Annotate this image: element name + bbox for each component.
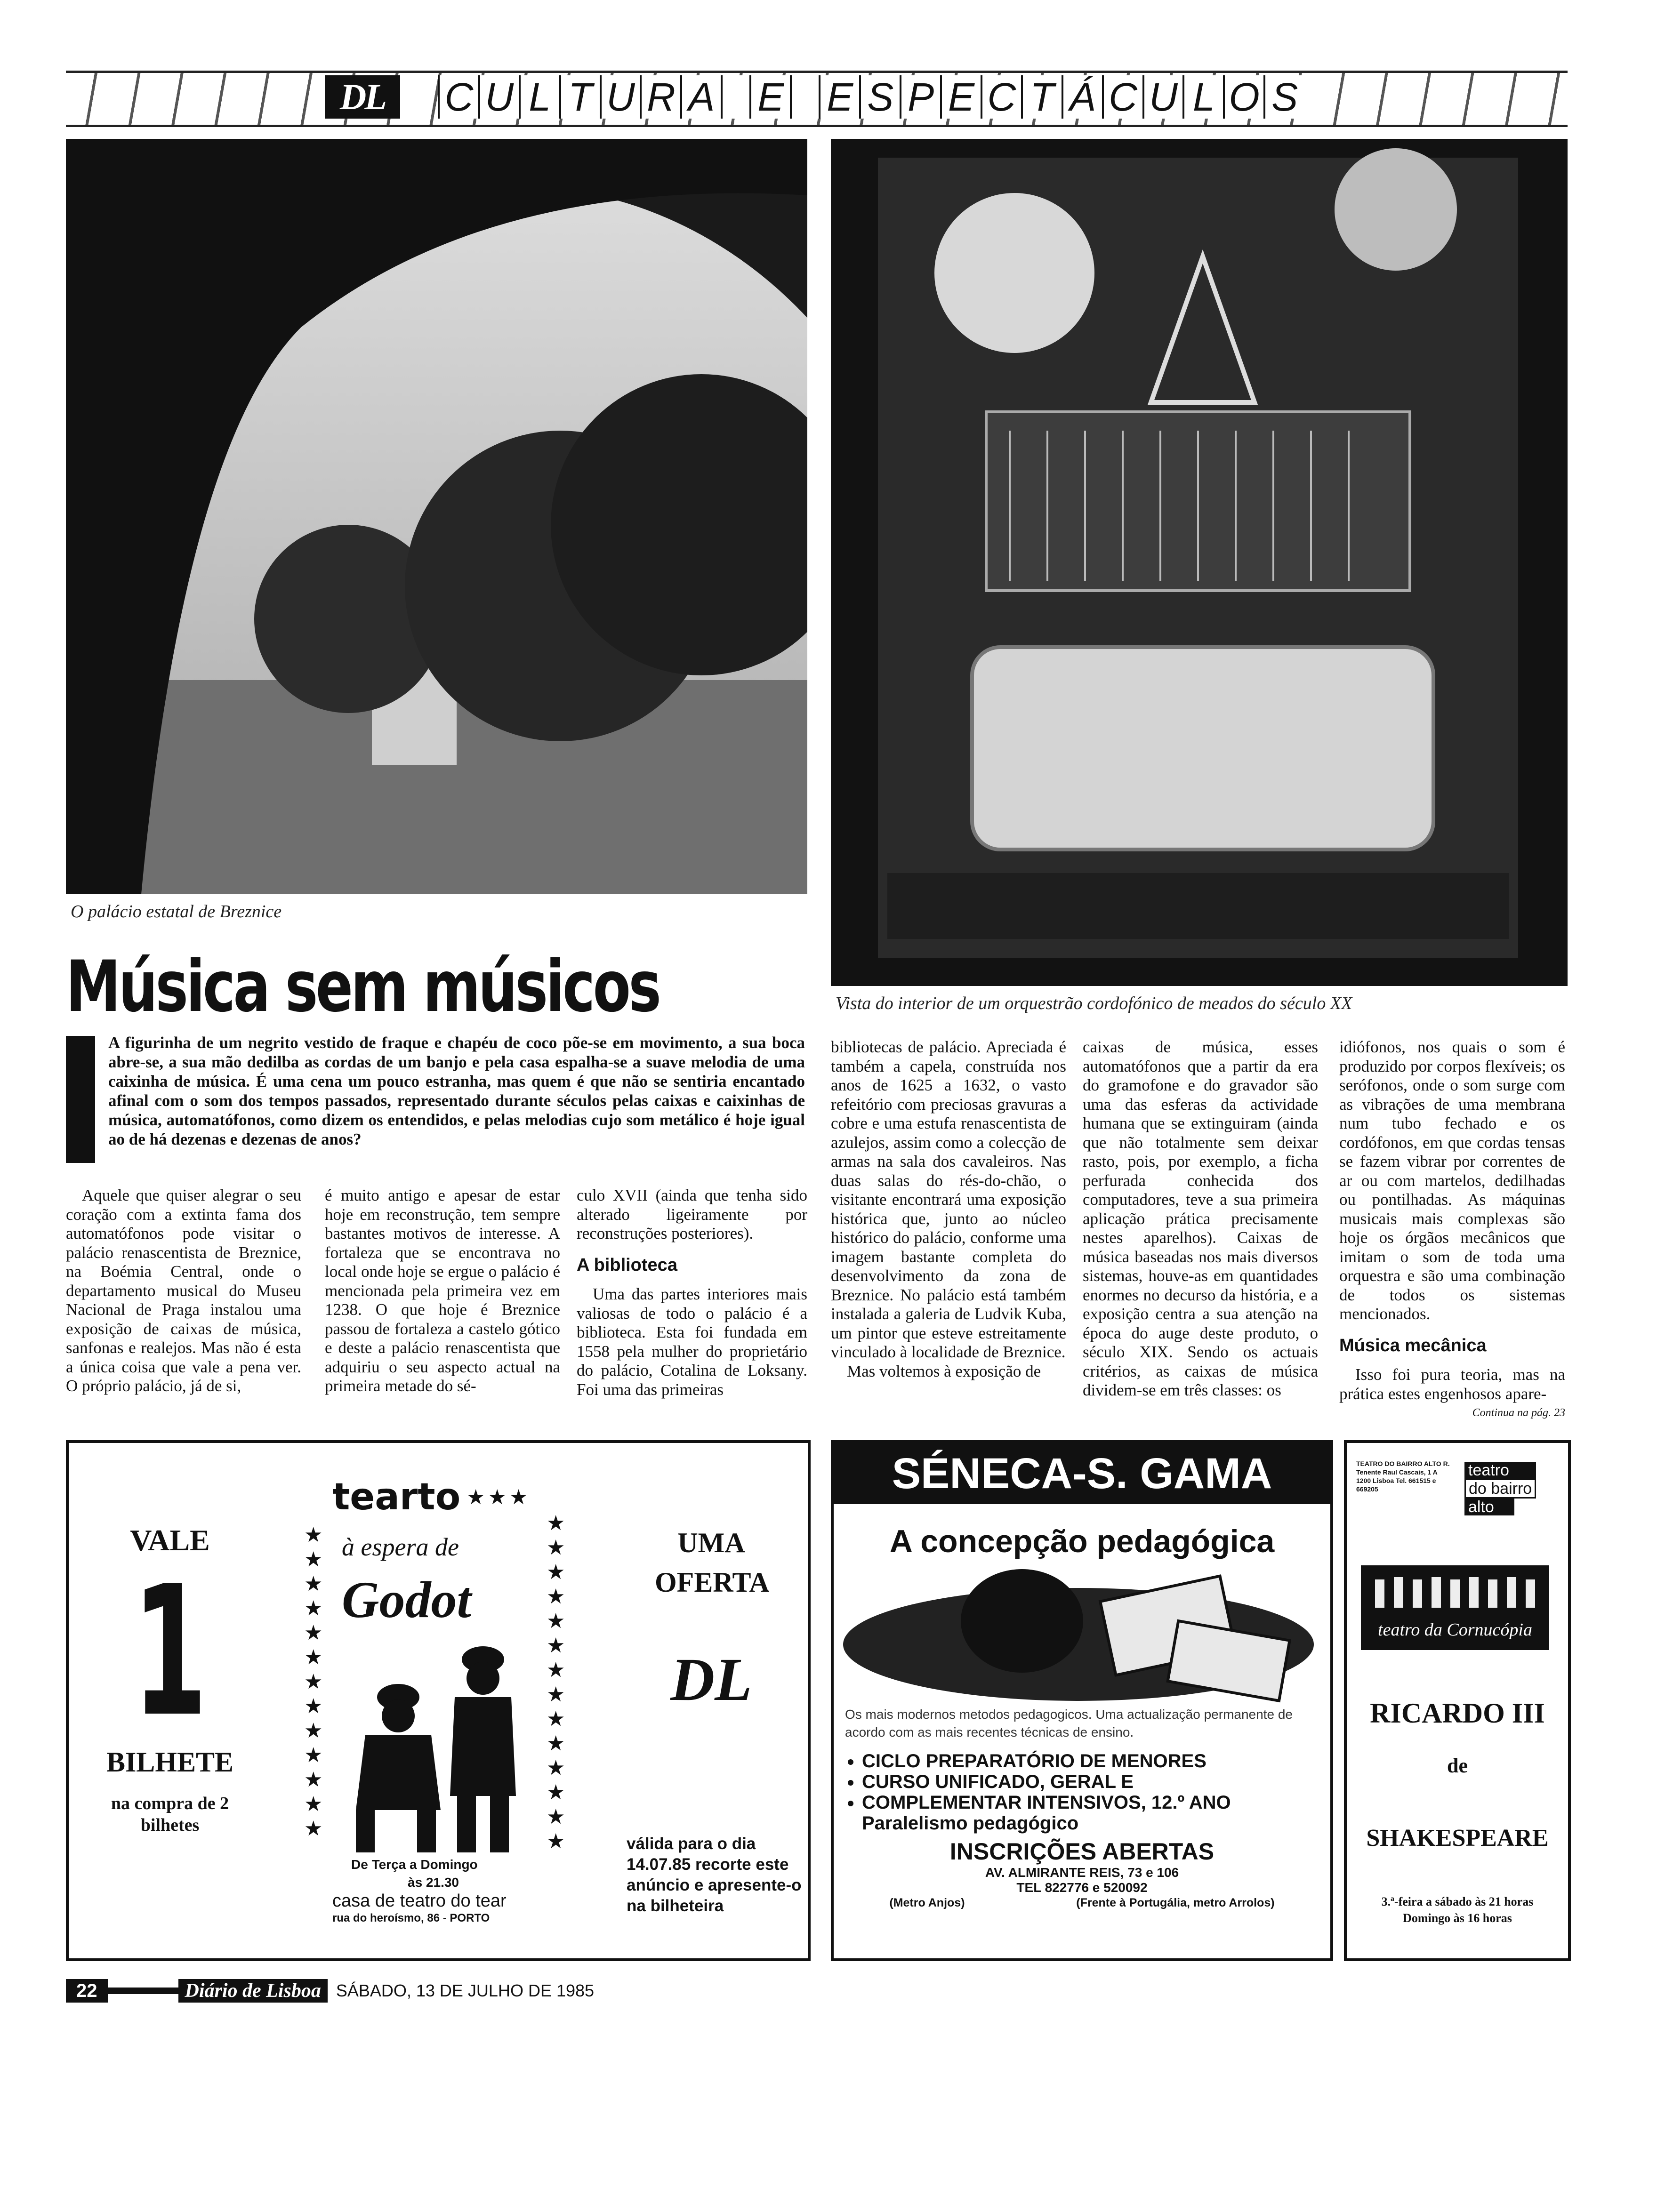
ad-teatro-tear	[66, 1440, 811, 1961]
ad-bairro-small: TEATRO DO BAIRRO ALTO R. Tenente Raul Cascais, 1 A 1200 Lisboa Tel. 661515 e 669205	[1356, 1460, 1450, 1493]
ad-seneca-metro-1: (Metro Anjos)	[889, 1896, 965, 1909]
page-footer	[66, 1979, 594, 2003]
footer-paper-name: Diário de Lisboa	[178, 1979, 328, 2003]
drop-cap	[66, 1036, 95, 1163]
page-number: 22	[66, 1979, 108, 2003]
ad-bilhete: BILHETE	[106, 1747, 234, 1778]
section-title-letter: T	[559, 75, 600, 119]
column-2-text: é muito antigo e apesar de estar hoje em reconstrução, tem sempre bastantes motivos de interesse. A fortaleza que se encontrava no local onde hoje se ergue o palácio é mencionada pela primeira vez em 1238. O que hoje é Breznice passou de fortaleza a castelo gótico e deste a palácio renascentista que adquiriu o seu aspecto actual na primeira metade do sé-	[325, 1186, 560, 1395]
section-title-letter: L	[519, 75, 559, 119]
ad-schedule: De Terça a Domingo	[351, 1857, 478, 1872]
section-title-letter: E	[819, 75, 859, 119]
ad-seneca-subtitle: A concepção pedagógica	[889, 1523, 1275, 1559]
ad-bairro-logo-1: teatro	[1464, 1462, 1536, 1479]
godot-illustration	[346, 1641, 535, 1857]
ad-valid: válida para o dia 14.07.85 recorte este anúncio e apresente-o na bilheteira	[627, 1835, 802, 1915]
column-4-text-2: Mas voltemos à exposição de	[847, 1362, 1041, 1380]
ad-bairro-logo-3: alto	[1464, 1499, 1514, 1515]
column-4-text: bibliotecas de palácio. Apreciada é também a capela, construída nos anos de 1625 a 1632, o vasto refeitório com preciosas gravuras a cobre e uma estufa renascentista de azulejos, assim como a colecção de armas na sala dos cavaleiros. Nas duas salas do rés-do-chão, o visitante encontrará uma exposição histórica que, junto ao núcleo histórico do palácio, conforme uma imagem bastante completa do desenvolvimento da zona de Breznice. No palácio está também instalada a galeria de Ludvik Kuba, um pintor que esteve estreitamente vinculado à localidade de Breznice.	[831, 1038, 1066, 1361]
continued-note: Continua na pág. 23	[1472, 1407, 1565, 1419]
ad-time: às 21.30	[408, 1875, 459, 1890]
section-title-letter: L	[1182, 75, 1223, 119]
ad-tearto: tearto	[332, 1476, 461, 1518]
ad-seneca-metro	[834, 1896, 1330, 1910]
ad-seneca-list	[862, 1751, 1330, 1813]
orchestrion-photo-image	[831, 139, 1568, 986]
article-column-6	[1339, 1038, 1565, 1423]
ad-seneca-title: SÉNECA-S. GAMA	[834, 1443, 1330, 1504]
column-5-text: caixas de música, esses automatófonos que a partir da era do gramofone e do gravador são uma das esferas da actividade humana que se extinguiram (ainda que não totalmente sem deixar rasto, pois, por exemplo, a ficha perfurada conhecida dos computadores, teve a sua primeira aplicação prática precisamente nestes aparelhos). Caixas de música baseadas nos mais diversos sistemas, houve-as em quantidades enormes no decurso da história, e a exposição centra a sua atenção na época do auge deste produto, o século XIX. Sendo os actuais critérios, as caixas de música dividem-se em três classes: os	[1083, 1038, 1318, 1399]
section-title-letter: U	[600, 75, 640, 119]
article-column-4	[831, 1038, 1066, 1381]
section-title-letter: E	[940, 75, 981, 119]
section-title-letter: S	[1263, 75, 1304, 119]
section-title-letter: C	[981, 75, 1021, 119]
ad-bairro-logo-2: do bairro	[1464, 1479, 1536, 1499]
ad-bairro-logo	[1464, 1462, 1536, 1515]
palace-caption: O palácio estatal de Breznice	[71, 902, 282, 922]
ad-stars-left: ★ ★ ★ ★ ★ ★ ★ ★ ★ ★ ★ ★ ★	[304, 1523, 323, 1840]
ad-bairro-play: RICARDO III	[1370, 1698, 1545, 1729]
lead-text: A figurinha de um negrito vestido de fraque e chapéu de coco põe-se em movimento, a sua boca abre-se, a sua mão dedilba as cordas de um banjo e pela casa espalha-se a suave melodia de uma caixinha de música. É uma cena um pouco estranha, mas quem é que não se sentiria encantado afinal com o som dos tempos passados, representado durante séculos pelas caixas e caixinhas de música, automatófonos, como dizem os entendidos, e pelas melodias cujo som metálico é hoje igual ao de há dezenas e dezenas de anos?	[108, 1034, 805, 1148]
ad-compra: na compra de 2 bilhetes	[111, 1794, 229, 1835]
ad-bairro-schedule-1: 3.ª-feira a sábado às 21 horas	[1381, 1895, 1534, 1908]
ad-bairro-author: SHAKESPEARE	[1366, 1825, 1549, 1851]
dl-logo: DL	[325, 75, 400, 119]
section-title-letter: Á	[1062, 75, 1102, 119]
palace-photo-image	[66, 139, 807, 894]
ad-stars-top: ★★★	[467, 1486, 531, 1509]
section-title-letter	[721, 75, 749, 119]
ad-bairro-schedule-2: Domingo às 16 horas	[1403, 1911, 1512, 1925]
article-column-5	[1083, 1038, 1318, 1400]
ad-teatro-bairro-alto	[1344, 1440, 1571, 1961]
ad-bairro-company: teatro da Cornucópia	[1378, 1620, 1532, 1640]
subheading-musica-mecanica: Música mecânica	[1339, 1335, 1487, 1355]
ad-number: 1	[132, 1547, 208, 1756]
palace-photo	[66, 139, 807, 894]
column-3-text: culo XVII (ainda que tenha sido alterado ligeiramente por reconstruções posteriores).	[577, 1186, 807, 1242]
ad-seneca-item: • CICLO PREPARATÓRIO DE MENORES	[862, 1751, 1330, 1771]
ad-seneca-item: • COMPLEMENTAR INTENSIVOS, 12.º ANO	[862, 1792, 1330, 1813]
column-6-text: idiófonos, nos quais o som é produzido por corpos flexíveis; os serófonos, onde o som surge com as vibrações de uma membrana num tubo fechado e os cordófonos, em que cordas tensas se fazem vibrar por correntes de ar ou com martelos, dedilhadas ou pontilhadas. As máquinas musicais mais complexas são hoje os órgãos mecânicos que imitam o som de toda uma orquestra e são uma combinação de todos os sistemas mencionados.	[1339, 1038, 1565, 1323]
subheading-biblioteca: A biblioteca	[577, 1255, 677, 1275]
article-column-3	[577, 1186, 807, 1399]
ad-venue: casa de teatro do tear	[332, 1891, 507, 1911]
ad-oferta: UMA OFERTA	[655, 1527, 770, 1598]
ad-seneca-s-gama	[831, 1440, 1333, 1961]
ad-vale: VALE	[130, 1523, 210, 1557]
section-title-letter: C	[438, 75, 478, 119]
ad-godot: Godot	[342, 1571, 471, 1628]
ad-address: rua do heroísmo, 86 - PORTO	[332, 1912, 490, 1924]
column-1-text: Aquele que quiser alegrar o seu coração com a extinta fama dos automatófonos pode visitar o palácio renascentista de Breznice, na Boémia Central, onde o departamento musical do Museu Nacional de Praga instalou uma exposição de caixas de música, sanfonas e realejos. Mas não é esta a única coisa que vale a pena ver. O próprio palácio, já de si,	[66, 1186, 301, 1395]
section-title-letter: T	[1021, 75, 1062, 119]
section-title-letter: O	[1223, 75, 1263, 119]
article-headline: Música sem músicos	[66, 946, 660, 1028]
ad-dl-logo: DL	[670, 1646, 752, 1714]
ad-seneca-tagline: Os mais modernos metodos pedagogicos. Uma actualização permanente de acordo com as mais recentes técnicas de ensino.	[845, 1707, 1293, 1739]
column-6-text-2: Isso foi pura teoria, mas na prática estes engenhosos apare-	[1339, 1365, 1565, 1403]
ad-seneca-inscricoes: INSCRIÇÕES ABERTAS	[949, 1838, 1215, 1865]
section-title-letter: U	[1142, 75, 1183, 119]
ad-seneca-metro-2: (Frente à Portugália, metro Arrolos)	[1076, 1896, 1275, 1909]
ad-seneca-paralelismo: Paralelismo pedagógico	[862, 1813, 1079, 1834]
ad-seneca-tel: TEL 822776 e 520092	[1016, 1880, 1148, 1895]
ad-seneca-item: • CURSO UNIFICADO, GERAL E	[862, 1771, 1330, 1792]
section-title-letter	[790, 75, 819, 119]
article-lead	[66, 1033, 805, 1163]
footer-rule	[108, 1988, 178, 1994]
ad-seneca-illustration	[834, 1564, 1323, 1706]
section-title-letter: E	[749, 75, 790, 119]
orchestrion-photo	[831, 139, 1568, 986]
section-title-letter: U	[478, 75, 519, 119]
orchestrion-caption: Vista do interior de um orquestrão cordofónico de meados do século XX	[836, 994, 1352, 1013]
ad-seneca-address: AV. ALMIRANTE REIS, 73 e 106	[985, 1865, 1179, 1880]
section-title	[438, 75, 1304, 119]
ad-espera: à espera de	[342, 1533, 459, 1561]
ad-stars-right: ★ ★ ★ ★ ★ ★ ★ ★ ★ ★ ★ ★ ★ ★	[547, 1512, 565, 1853]
ad-bairro-cornucopia	[1361, 1565, 1549, 1650]
ad-bairro-de: de	[1447, 1754, 1468, 1777]
section-title-letter: A	[680, 75, 721, 119]
section-title-letter: R	[640, 75, 680, 119]
footer-date: SÁBADO, 13 DE JULHO DE 1985	[336, 1981, 595, 2000]
section-title-letter: S	[859, 75, 900, 119]
section-title-letter: P	[900, 75, 940, 119]
section-title-letter: C	[1102, 75, 1142, 119]
column-3-text-2: Uma das partes interiores mais valiosas de todo o palácio é a biblioteca. Esta foi fundada em 1558 pela mulher do proprietário do palácio, Cotalina de Loksany. Foi uma das primeiras	[577, 1285, 807, 1399]
article-column-1	[66, 1186, 301, 1396]
article-column-2	[325, 1186, 560, 1396]
cornucopia-figures	[1361, 1565, 1549, 1617]
